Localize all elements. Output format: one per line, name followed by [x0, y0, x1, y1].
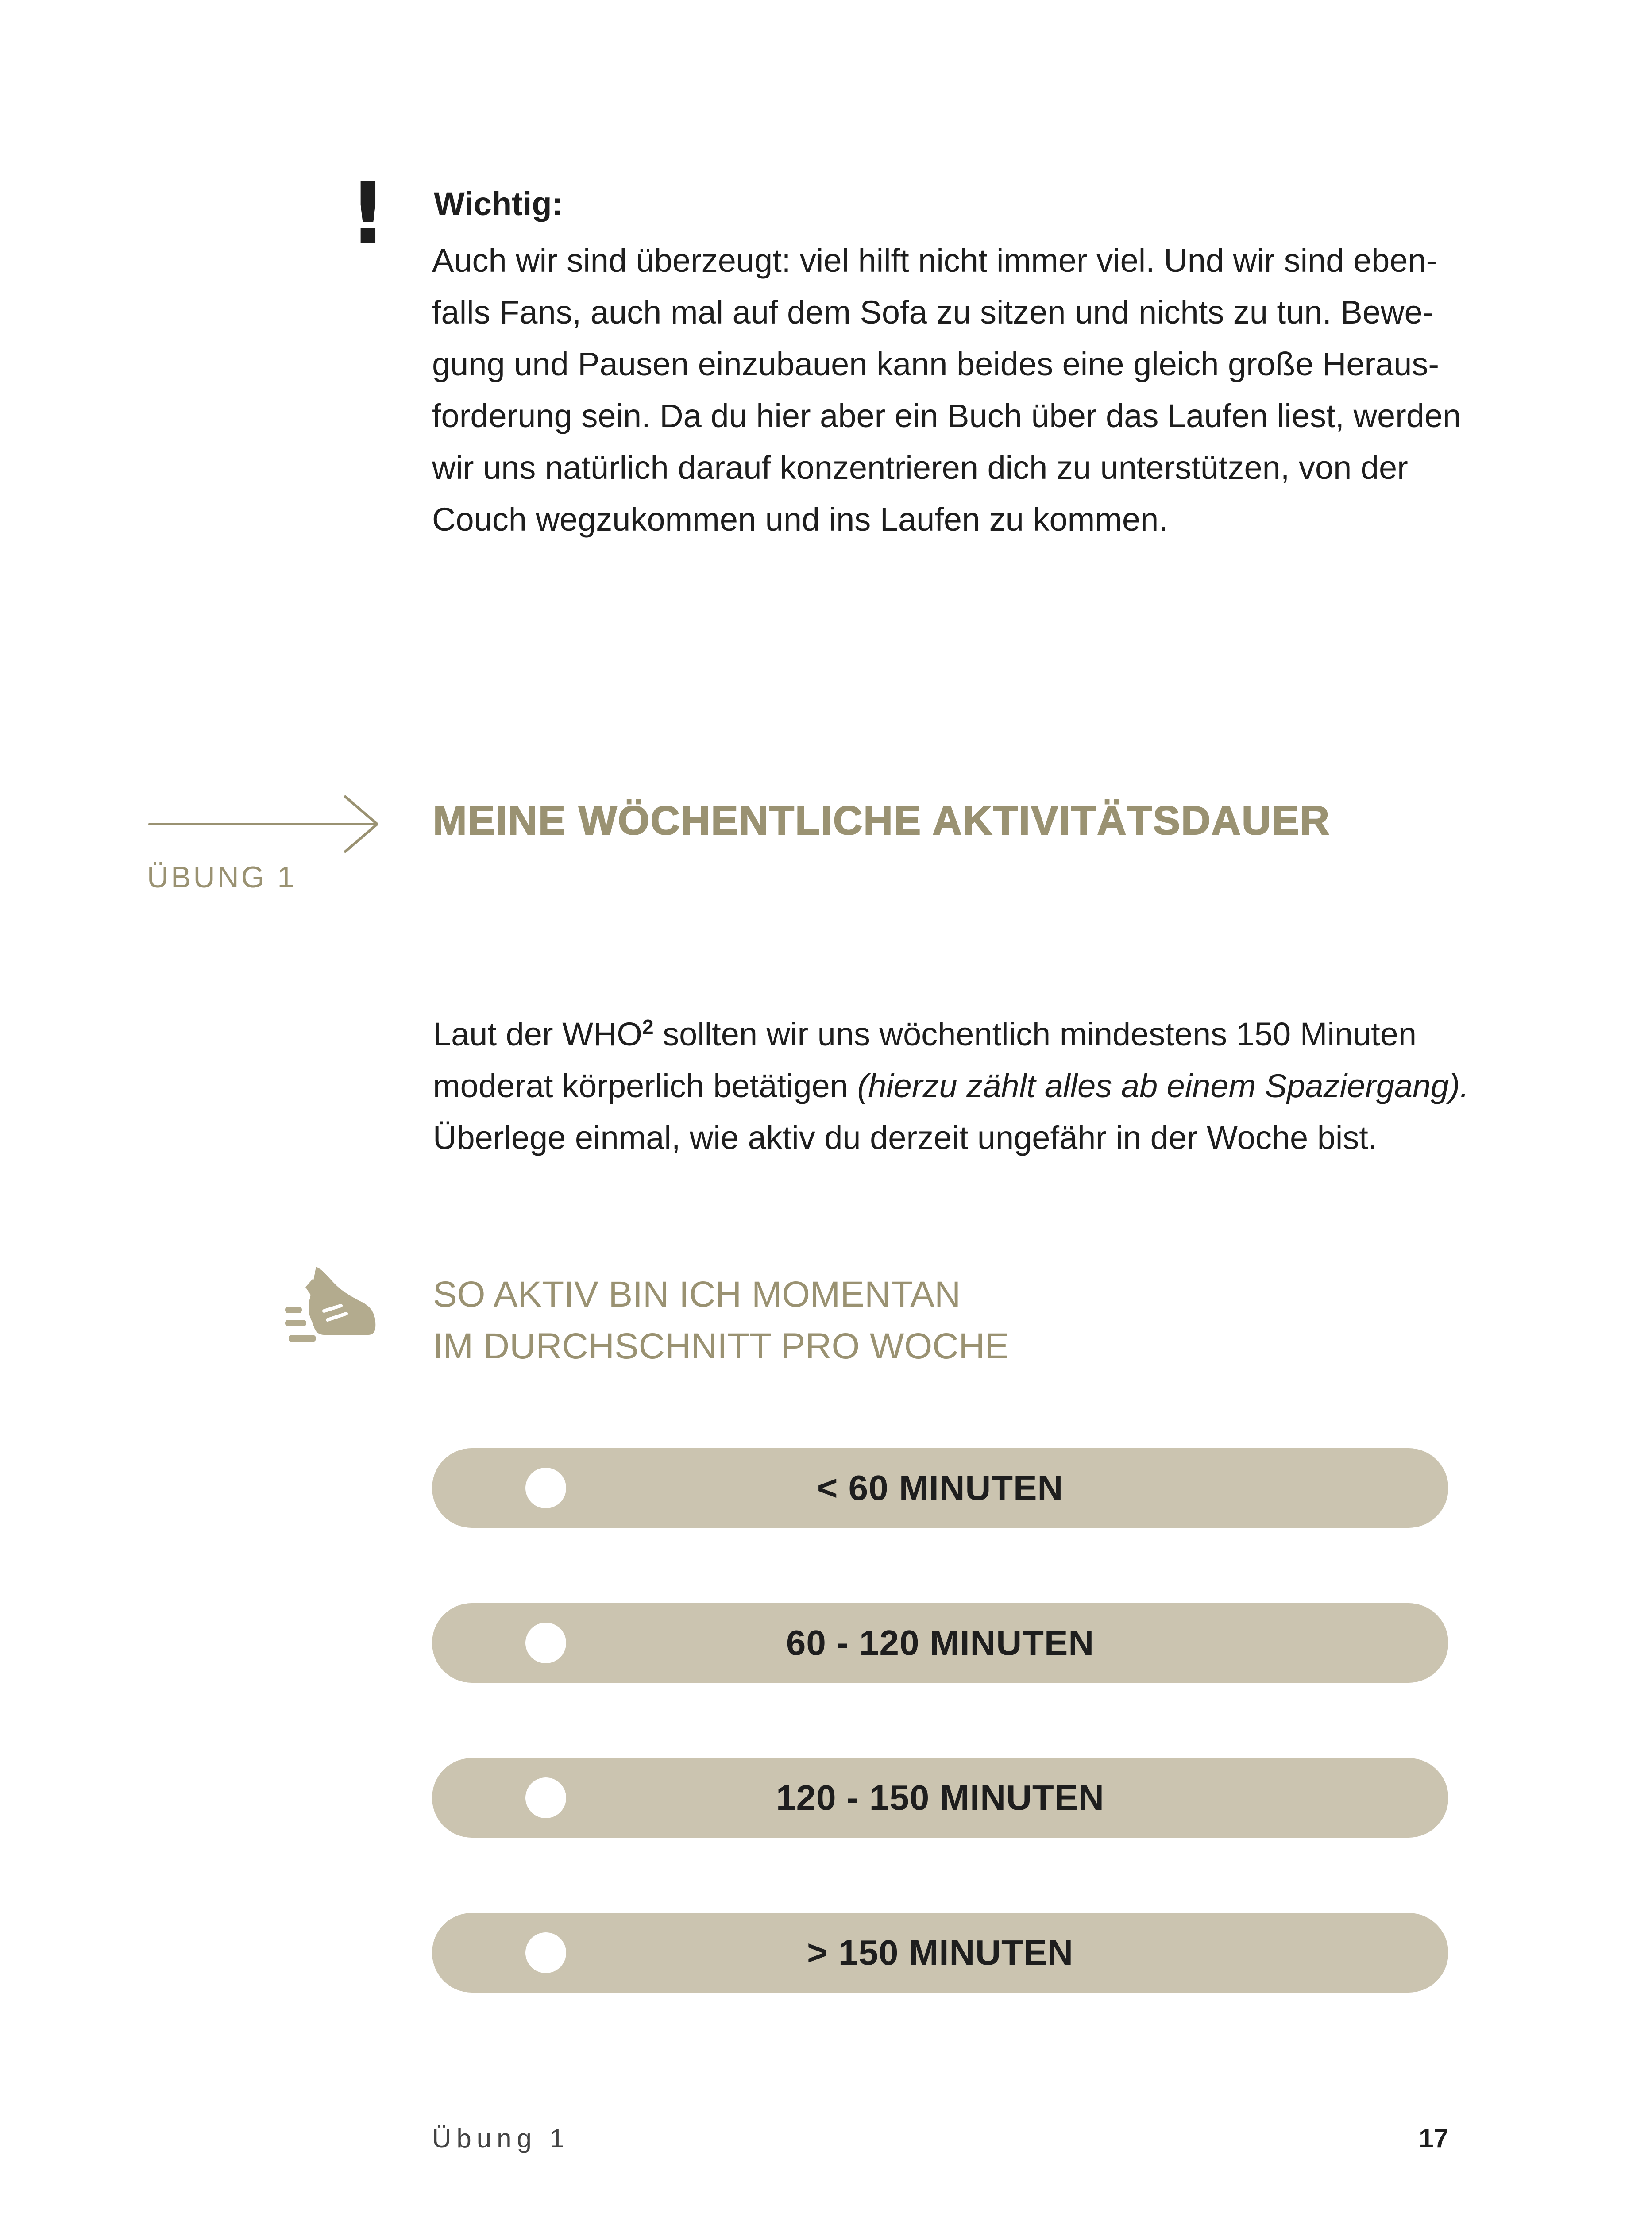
option-120-150[interactable] — [432, 1758, 1448, 1838]
option-over-150[interactable] — [432, 1913, 1448, 1993]
activity-heading — [433, 1268, 1009, 1372]
footnote-marker: 2 — [642, 1015, 654, 1038]
option-label: 60 - 120 MINUTEN — [786, 1623, 1095, 1662]
option-label: < 60 MINUTEN — [817, 1468, 1064, 1507]
note-line: forderung sein. Da du hier aber ein Buch über das Laufen liest, werden — [432, 397, 1461, 434]
running-shoe-icon — [282, 1261, 379, 1350]
exercise-title: MEINE WÖCHENTLICHE AKTIVITÄTSDAUER — [433, 798, 1331, 843]
note-line: Auch wir sind überzeugt: viel hilft nicht immer viel. Und wir sind eben- — [432, 242, 1437, 279]
option-60-120[interactable] — [432, 1603, 1448, 1683]
page-number: 17 — [1419, 2124, 1448, 2153]
intro-paragraph — [433, 1008, 1495, 1164]
activity-heading-line: SO AKTIV BIN ICH MOMENTAN — [433, 1274, 961, 1315]
intro-line-1 — [433, 1008, 1495, 1060]
intro-line-3: Überlege einmal, wie aktiv du derzeit ungefähr in der Woche bist. — [433, 1119, 1378, 1156]
intro-text: moderat körperlich betätigen — [433, 1068, 857, 1104]
activity-heading-line: IM DURCHSCHNITT PRO WOCHE — [433, 1326, 1009, 1366]
option-label: 120 - 150 MINUTEN — [776, 1778, 1104, 1817]
intro-who: Laut der WHO — [433, 1016, 642, 1053]
note-line: falls Fans, auch mal auf dem Sofa zu sitzen und nichts zu tun. Bewe- — [432, 294, 1434, 331]
note-line: wir uns natürlich darauf konzentrieren dich zu unterstützen, von der — [432, 449, 1408, 486]
option-under-60[interactable] — [432, 1448, 1448, 1528]
note-title: Wichtig: — [434, 185, 563, 222]
arrow-right-icon — [146, 793, 385, 855]
exclamation-icon: ! — [349, 165, 387, 262]
note-body — [432, 235, 1459, 545]
note-line: Couch wegzukommen und ins Laufen zu kommen. — [432, 501, 1168, 538]
option-label: > 150 MINUTEN — [807, 1933, 1074, 1972]
footer-section: Übung 1 — [432, 2124, 570, 2153]
exercise-label: ÜBUNG 1 — [147, 860, 297, 894]
intro-italic-note: (hierzu zählt alles ab einem Spaziergang). — [857, 1068, 1469, 1104]
intro-line-2 — [433, 1060, 1495, 1112]
note-line: gung und Pausen einzubauen kann beides eine gleich große Heraus- — [432, 346, 1440, 382]
intro-text: sollten wir uns wöchentlich mindestens 150 Minuten — [653, 1016, 1417, 1053]
